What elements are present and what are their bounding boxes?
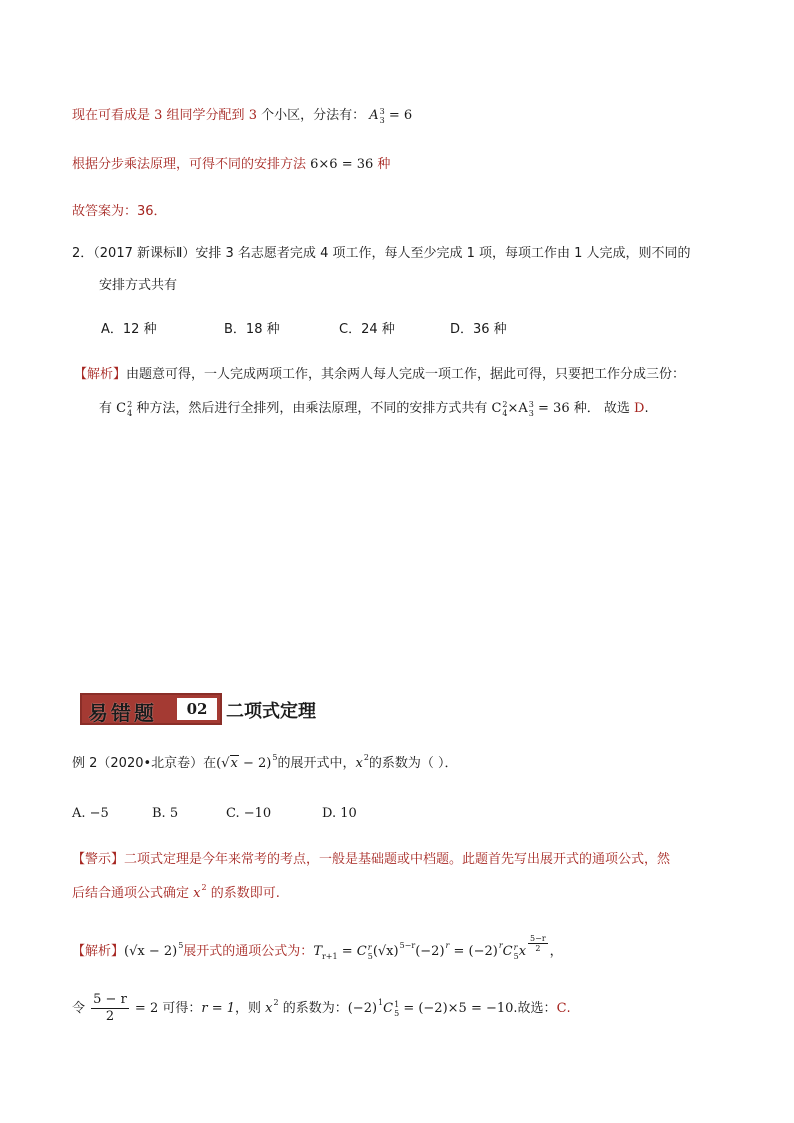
ex2-option-c: C. −10 bbox=[226, 806, 272, 821]
a2-line2-pre: 有 bbox=[99, 401, 117, 416]
a2-line2-eq: = 36 bbox=[533, 401, 570, 416]
ex2-line: 例 2（2020•北京卷）在$(√x - 2)^5$的展开式中，$x^2$的系数为（ ）． bbox=[72, 753, 458, 771]
ex2-mid: 的展开式中， bbox=[277, 756, 356, 771]
a2-c2-supsub: 2 4 bbox=[502, 399, 508, 418]
q2-option-d: D．36 种 bbox=[450, 322, 507, 337]
sol-l2-eq: = 2 可得： bbox=[130, 1001, 202, 1016]
sol-line2 bbox=[72, 992, 571, 1025]
a2-line1-text: 由题意可得，一人完成两项工作，其余两人每人完成一项工作，据此可得，只要把工作分成三份： bbox=[126, 367, 686, 382]
banner-label: 易错题 bbox=[88, 701, 157, 725]
sol-l1-text: 展开式的通项公式为： bbox=[183, 944, 314, 959]
q2-option-b: B．18 种 bbox=[224, 322, 280, 337]
q2-text1: （2017 新课标Ⅱ）安排 3 名志愿者完成 4 项工作，每人至少完成 1 项，每项工作由 1 人完成，则不同的 bbox=[93, 246, 691, 261]
a2-line2-post: 种． 故选 bbox=[569, 401, 634, 416]
warn-x: x bbox=[193, 886, 201, 901]
sol-tag: 【解析】 bbox=[72, 944, 125, 959]
ex2-pre: 例 2（2020•北京卷）在 bbox=[72, 756, 217, 771]
sol-l1-end: ， bbox=[549, 944, 563, 959]
sol-x: x bbox=[518, 944, 527, 959]
s1-line2-formula: 6×6 = 36 bbox=[310, 157, 374, 172]
warn-line1-text: 二项式定理是今年来常考的考点，一般是基础题或中档题。此题首先写出展开式的通项公式，然 bbox=[124, 852, 671, 867]
sol-l2-choose: .故选： bbox=[513, 1001, 557, 1016]
sol-c: C bbox=[356, 944, 367, 959]
a2-a: A bbox=[518, 401, 528, 416]
sol-l2-c-supsub: 1 5 bbox=[394, 999, 400, 1018]
sol-l2-mid: ，则 bbox=[235, 1001, 266, 1016]
a2-c2: C bbox=[491, 401, 502, 416]
warn-line2 bbox=[72, 884, 280, 905]
sol-l2-xpow: 2 bbox=[273, 998, 279, 1007]
ex2-option-d: D. 10 bbox=[322, 806, 357, 821]
warn-line2-post: 的系数即可. bbox=[206, 886, 280, 901]
sol-t: T bbox=[313, 944, 322, 959]
banner-number: 02 bbox=[177, 698, 217, 720]
s1-line1-supsub: 3 3 bbox=[379, 106, 385, 125]
sol-m2: (−2) bbox=[415, 944, 445, 959]
ex2-expr: − 2) bbox=[238, 756, 272, 771]
warn-tag: 【警示】 bbox=[72, 852, 125, 867]
sol-c2-supsub: r 5 bbox=[513, 942, 519, 961]
sol-eq: = bbox=[337, 944, 357, 959]
q2-line1 bbox=[72, 244, 691, 264]
sol-expr-pow: 5 bbox=[178, 941, 184, 950]
sol-pow2: 5−r bbox=[399, 941, 416, 950]
ex2-paren: ( bbox=[216, 756, 222, 771]
sol-l2-c: C bbox=[383, 1001, 394, 1016]
sol-l2-frac: $\frac{5 - r}{2}$ bbox=[93, 992, 127, 1024]
sol-l2-pre: 令 bbox=[72, 1001, 90, 1016]
sol-expr: (√x − 2) bbox=[124, 944, 178, 959]
s1-line1-text: 现在可看成是 bbox=[72, 108, 155, 123]
a2-line1 bbox=[74, 365, 685, 385]
s1-line1-n2: 3 bbox=[248, 108, 257, 123]
ex2-option-b: B. 5 bbox=[152, 806, 179, 821]
ex2-post: 的系数为（ ）． bbox=[368, 756, 458, 771]
s1-line2 bbox=[72, 155, 390, 175]
sol-sqrtx: (√x) bbox=[372, 944, 399, 959]
a2-tag: 【解析】 bbox=[74, 367, 127, 382]
sol-c2: C bbox=[502, 944, 513, 959]
s1-line2-text: 根据分步乘法原理，可得不同的安排方法 bbox=[72, 157, 311, 172]
a2-times: × bbox=[507, 401, 519, 416]
q2-number: 2． bbox=[72, 246, 94, 261]
a2-dot: . bbox=[644, 401, 649, 416]
q2-option-c: C．24 种 bbox=[339, 322, 395, 337]
a2-line2-mid: 种方法，然后进行全排列，由乘法原理，不同的安排方式共有 bbox=[132, 401, 492, 416]
sol-l2-r: r = 1 bbox=[201, 1001, 236, 1016]
sol-line1 bbox=[72, 934, 563, 963]
s1-line1-eq: = 6 bbox=[384, 108, 413, 123]
s1-answer-text: 故答案为：36． bbox=[72, 204, 167, 219]
ex2-sqrt-x: x bbox=[230, 756, 238, 771]
sol-l2-pow: 1 bbox=[378, 998, 384, 1007]
s1-line3 bbox=[72, 202, 167, 222]
a2-line2 bbox=[99, 399, 649, 419]
warn-line2-pre: 后结合通项公式确定 bbox=[72, 886, 194, 901]
s1-line2-end: 种 bbox=[373, 157, 391, 172]
ex2-x: x bbox=[355, 756, 363, 771]
q2-text2: 安排方式共有 bbox=[99, 278, 178, 293]
sol-l2-dot: . bbox=[566, 1001, 571, 1016]
section-title: 二项式定理 bbox=[226, 701, 316, 722]
sol-eq2: = (−2) bbox=[449, 944, 498, 959]
warn-x-pow: 2 bbox=[201, 883, 207, 892]
sol-l2-answer: C bbox=[556, 1001, 567, 1016]
sol-t-sub: r+1 bbox=[321, 952, 338, 961]
ex2-pow: 5 bbox=[272, 753, 278, 762]
s1-line1-post: 个小区，分法有： bbox=[256, 108, 366, 123]
sol-c-supsub: r 5 bbox=[367, 942, 373, 961]
sol-l2-m2: (−2) bbox=[347, 1001, 378, 1016]
sol-l2-coef: 的系数为： bbox=[278, 1001, 348, 1016]
q2-option-a: A．12 种 bbox=[101, 322, 157, 337]
s1-line1-mid: 组同学分配到 bbox=[162, 108, 249, 123]
a2-c1: C bbox=[116, 401, 127, 416]
ex2-x-pow: 2 bbox=[363, 753, 369, 762]
s1-line1 bbox=[72, 106, 412, 126]
a2-answer: D bbox=[634, 401, 645, 416]
s1-line1-n1: 3 bbox=[154, 108, 163, 123]
a2-a-supsub: 3 3 bbox=[528, 399, 534, 418]
sol-l2-x: x bbox=[265, 1001, 273, 1016]
q2-line2 bbox=[99, 276, 177, 296]
sol-l2-calc: = (−2)×5 = −10 bbox=[399, 1001, 514, 1016]
warn-line1 bbox=[72, 850, 670, 870]
s1-line1-formula: A bbox=[369, 108, 379, 123]
a2-c1-supsub: 2 4 bbox=[127, 399, 133, 418]
sol-x-exp: $\frac{5-r}{2}$ bbox=[530, 934, 546, 953]
error-topic-banner bbox=[80, 693, 222, 725]
ex2-option-a: A. −5 bbox=[72, 806, 109, 821]
sol-pow4: r bbox=[498, 941, 503, 950]
sol-pow3: r bbox=[445, 941, 450, 950]
